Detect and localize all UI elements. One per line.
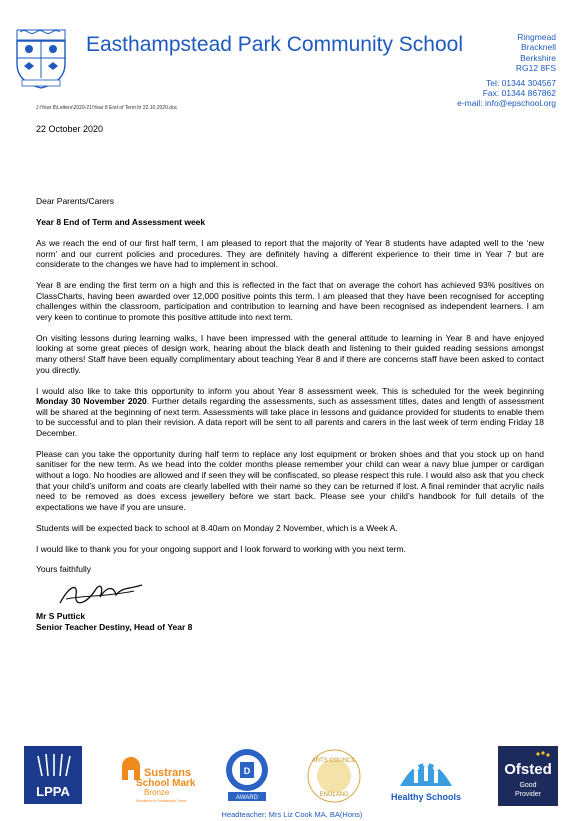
sustrans-line2: School Mark xyxy=(136,778,196,789)
signer-title: Senior Teacher Destiny, Head of Year 8 xyxy=(36,621,193,632)
arts-council-logo-icon xyxy=(304,746,364,806)
sustrans-tag: Excellence in Sustainable Travel xyxy=(136,799,187,803)
ofsted-line1: Good xyxy=(519,782,537,789)
accreditation-logos xyxy=(24,746,560,808)
paragraph: As we reach the end of our first half term, I am pleased to report that the majority of Year 8 students have adapted well to the ‘new norm’ and our current policies and procedures. They are definitely having a different experience to their time in Year 7 but are considerate to the changes we have had to implement in school. xyxy=(36,238,544,270)
sustrans-level: Bronze xyxy=(144,788,170,797)
paragraph xyxy=(36,386,544,439)
healthy-schools-text: Healthy Schools xyxy=(390,792,462,802)
paragraph: Year 8 are ending the first term on a high and this is reflected in the fact that on average the cohort has achieved 93% positives on ClassCharts, having been awarded over 12,000 positive points this term. I am pleased that they have been recognised for accepting challenges within the classroom, participation and contribution to learning and have been recognised as independent learners. I am very keen to continue to promote this positive attitude into next term. xyxy=(36,280,544,322)
salutation: Dear Parents/Carers xyxy=(36,196,114,206)
paragraph-text: I would also like to take this opportunity to inform you about Year 8 assessment week. This is scheduled for the week beginning xyxy=(36,385,544,396)
award-badge-icon xyxy=(222,746,272,806)
paragraph: I would like to thank you for your ongoing support and I look forward to working with you next term. xyxy=(36,543,406,554)
ofsted-logo-icon xyxy=(498,746,558,806)
letter-date: 22 October 2020 xyxy=(36,124,104,134)
ofsted-title: Ofsted xyxy=(504,761,552,778)
signature-icon xyxy=(56,579,146,609)
address-line: RG12 8FS xyxy=(515,63,556,74)
healthy-schools-logo-icon xyxy=(386,746,466,806)
signer-name: Mr S Puttick xyxy=(36,611,86,621)
svg-text:D: D xyxy=(243,766,251,776)
letter-subject: Year 8 End of Term and Assessment week xyxy=(36,216,206,227)
headteacher-line: Headteacher: Mrs Liz Cook MA, BA(Hons) xyxy=(221,810,363,819)
address-line: Bracknell xyxy=(521,42,556,53)
arts-council-bottom: ENGLAND xyxy=(319,792,349,798)
closing: Yours faithfully xyxy=(36,564,91,575)
school-crest-icon xyxy=(14,28,68,90)
sustrans-logo-icon xyxy=(116,746,202,806)
arts-council-top: ARTS COUNCIL xyxy=(311,758,357,764)
sustrans-line1: Sustrans xyxy=(144,767,192,779)
school-contact-details xyxy=(457,32,556,109)
address-line: Ringmead xyxy=(517,32,556,42)
assessment-date: Monday 30 November 2020 xyxy=(36,396,147,407)
address-line: Berkshire xyxy=(520,52,556,63)
telephone: Tel: 01344 304567 xyxy=(486,77,556,88)
paragraph: Please can you take the opportunity during half term to replace any lost equipment or broken shoes and that you stock up on hand sanitiser for the new term. As we head into the colder months please remember your child can wear a navy blue jumper or cardigan without a logo. No hoodies are allowed and if seen they will be confiscated, so please respect this rule. I would also ask that you check that your child’s uniform and coats are clearly labelled with their name so they can be returned if lost. A final reminder that acrylic nails need to be removed as does excess jewellery before we start back. Please see your child’s handbook for full details of the expectations we have if you are unsure. xyxy=(36,448,544,512)
letter-body xyxy=(36,196,544,632)
lppa-text: LPPA xyxy=(36,784,70,799)
file-path: J:\Year 8\Letters\2020-21\Year 8 End of Term ltr 22.10.2020.doc xyxy=(36,105,178,111)
fax: Fax: 01344 867862 xyxy=(482,88,556,99)
paragraph-text: . Further details regarding the assessments, such as assessment titles, dates and length of assessment will be shared at the beginning of next term. Assessments will take place in lessons and guidance provided for students to enable them to be successful and to plan their revision. A data report will be sent to all parents and carers in the last week of term ending Friday 18 December. xyxy=(36,396,544,438)
paragraph: Students will be expected back to school at 8.40am on Monday 2 November, which is a Week A. xyxy=(36,522,398,533)
school-name: Easthampstead Park Community School xyxy=(86,33,464,56)
ofsted-line2: Provider xyxy=(514,791,542,798)
paragraph: On visiting lessons during learning walks, I have been impressed with the general attitude to learning in Year 8 and have enjoyed looking at some great pieces of design work, hearing about the black death and listening to their guided reading sessions amongst many others! Staff have been equally complimentary about teaching Year 8 and if there are concerns staff have been asked to contact you directly. xyxy=(36,332,544,375)
lppa-logo-icon xyxy=(24,746,82,804)
award-text: AWARD xyxy=(236,795,258,801)
email-link[interactable]: e-mail: info@epschool.org xyxy=(457,98,556,109)
